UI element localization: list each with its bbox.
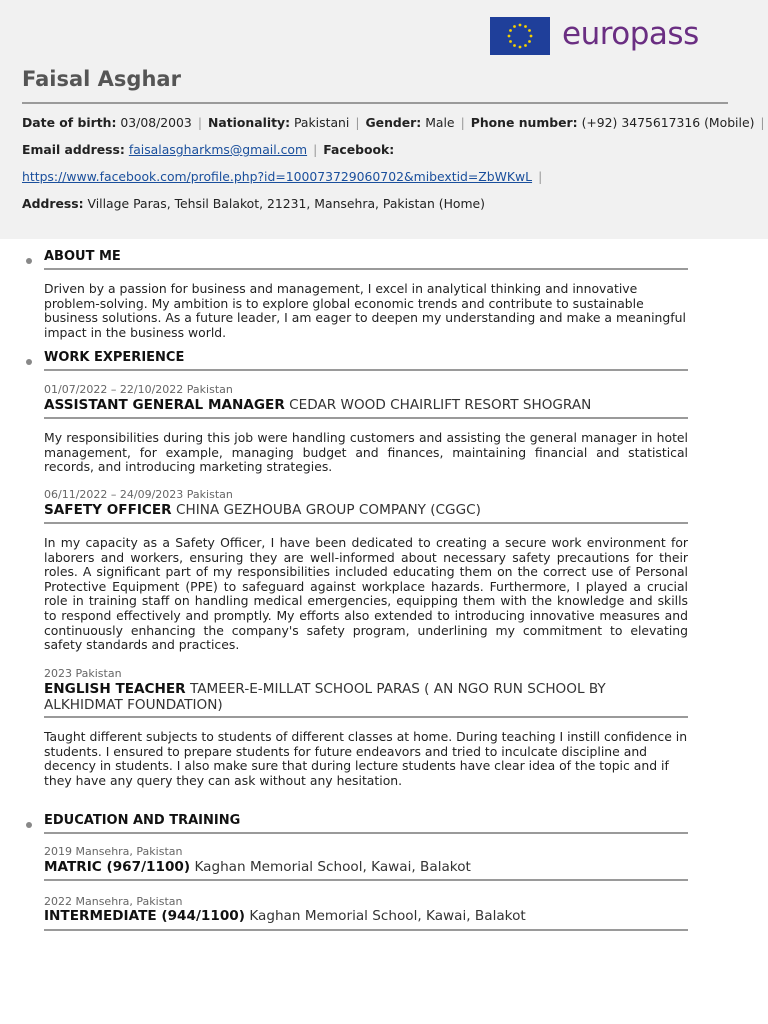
separator: | xyxy=(538,169,543,184)
separator: | xyxy=(760,115,765,130)
section-work-experience xyxy=(44,350,688,371)
section-divider xyxy=(44,832,688,834)
nationality-label: Nationality: xyxy=(208,115,291,130)
separator: | xyxy=(197,115,202,130)
education-school: Kaghan Memorial School, Kawai, Balakot xyxy=(194,859,471,875)
job-divider xyxy=(44,417,688,419)
facebook-label: Facebook: xyxy=(323,142,395,157)
job-role: ASSISTANT GENERAL MANAGER xyxy=(44,397,285,413)
job-divider xyxy=(44,522,688,524)
eu-flag-icon xyxy=(490,17,550,55)
separator: | xyxy=(313,142,318,157)
section-bullet xyxy=(26,359,32,365)
education-divider xyxy=(44,879,688,881)
job-divider xyxy=(44,716,688,718)
education-meta: 2022 Mansehra, Pakistan xyxy=(44,895,183,908)
job-description: In my capacity as a Safety Officer, I have been dedicated to creating a secure work environment for laborers and workers, ensuring they are well-informed about necessary safety precautions for their roles. A significant part of my responsibilities included educating them on the correct use of Personal Protective Equipment (PPE) to safeguard against workplace hazards. Furthermore, I played a crucial role in training staff on handling medical emergencies, equipping them with the knowledge and skills to respond effectively and promptly. My efforts also extended to introducing innovative measures and continuously enhancing the company's safety program, underlining my commitment to elevating safety standards and practices. xyxy=(44,535,688,653)
section-divider xyxy=(44,268,688,270)
personal-info-line-2 xyxy=(22,142,394,158)
address-label: Address: xyxy=(22,196,84,211)
gender-value: Male xyxy=(425,115,455,130)
job-meta: 06/11/2022 – 24/09/2023 Pakistan xyxy=(44,488,233,501)
section-divider xyxy=(44,369,688,371)
section-title: EDUCATION AND TRAINING xyxy=(44,813,241,828)
education-divider xyxy=(44,929,688,931)
email-link[interactable]: faisalasgharkms@gmail.com xyxy=(128,142,308,157)
dob-value: 03/08/2003 xyxy=(120,115,192,130)
job-organization: TAMEER-E-MILLAT SCHOOL PARAS ( AN NGO RUN SCHOOL BY ALKHIDMAT FOUNDATION) xyxy=(44,681,606,713)
phone-value: (+92) 3475617316 (Mobile) xyxy=(581,115,755,130)
separator: | xyxy=(460,115,465,130)
about-text: Driven by a passion for business and management, I excel in analytical thinking and innovative problem-solving. My ambition is to explore global economic trends and contribute to sustainable business solutions. As a future leader, I am eager to deepen my understanding and make a meaningful impact in the business world. xyxy=(44,281,686,340)
job-meta: 2023 Pakistan xyxy=(44,667,122,680)
education-degree: MATRIC (967/1100) xyxy=(44,859,191,875)
phone-label: Phone number: xyxy=(470,115,578,130)
name-divider xyxy=(22,102,728,104)
job-title xyxy=(44,502,688,518)
personal-info-line-3 xyxy=(22,169,548,185)
section-title: WORK EXPERIENCE xyxy=(44,350,185,365)
person-name: Faisal Asghar xyxy=(22,67,181,91)
gender-label: Gender: xyxy=(365,115,422,130)
job-title xyxy=(44,681,688,713)
education-school: Kaghan Memorial School, Kawai, Balakot xyxy=(249,908,526,924)
section-education xyxy=(44,813,688,834)
facebook-link[interactable]: https://www.facebook.com/profile.php?id=100073729060702&mibextid=ZbWKwL xyxy=(22,169,533,184)
education-title xyxy=(44,859,688,875)
job-role: SAFETY OFFICER xyxy=(44,502,172,518)
job-description: Taught different subjects to students of different classes at home. During teaching I instill confidence in students. I ensured to prepare students for future endeavors and tried to inculcate discipline and decency in students. I also make sure that during lecture students have clear idea of the topic and if they have any query they can ask without any hesitation. xyxy=(44,729,688,788)
section-about-me xyxy=(44,249,688,270)
education-degree: INTERMEDIATE (944/1100) xyxy=(44,908,245,924)
section-title: ABOUT ME xyxy=(44,249,121,264)
job-role: ENGLISH TEACHER xyxy=(44,681,186,697)
job-meta: 01/07/2022 – 22/10/2022 Pakistan xyxy=(44,383,233,396)
address-value: Village Paras, Tehsil Balakot, 21231, Mansehra, Pakistan (Home) xyxy=(87,196,485,211)
job-description: My responsibilities during this job were handling customers and assisting the general manager in hotel management, for example, managing budget and finances, maintaining financial and statistical records, and introducing marketing strategies. xyxy=(44,430,688,475)
nationality-value: Pakistani xyxy=(294,115,350,130)
job-title xyxy=(44,397,688,413)
education-meta: 2019 Mansehra, Pakistan xyxy=(44,845,183,858)
separator: | xyxy=(355,115,360,130)
europass-logo: europass xyxy=(562,16,699,52)
education-title xyxy=(44,908,688,924)
section-bullet xyxy=(26,822,32,828)
job-organization: CEDAR WOOD CHAIRLIFT RESORT SHOGRAN xyxy=(289,397,592,413)
job-organization: CHINA GEZHOUBA GROUP COMPANY (CGGC) xyxy=(175,502,481,518)
personal-info-line-4 xyxy=(22,196,485,212)
dob-label: Date of birth: xyxy=(22,115,117,130)
section-bullet xyxy=(26,258,32,264)
personal-info-line-1 xyxy=(22,115,768,131)
cv-header xyxy=(0,0,768,239)
email-label: Email address: xyxy=(22,142,125,157)
